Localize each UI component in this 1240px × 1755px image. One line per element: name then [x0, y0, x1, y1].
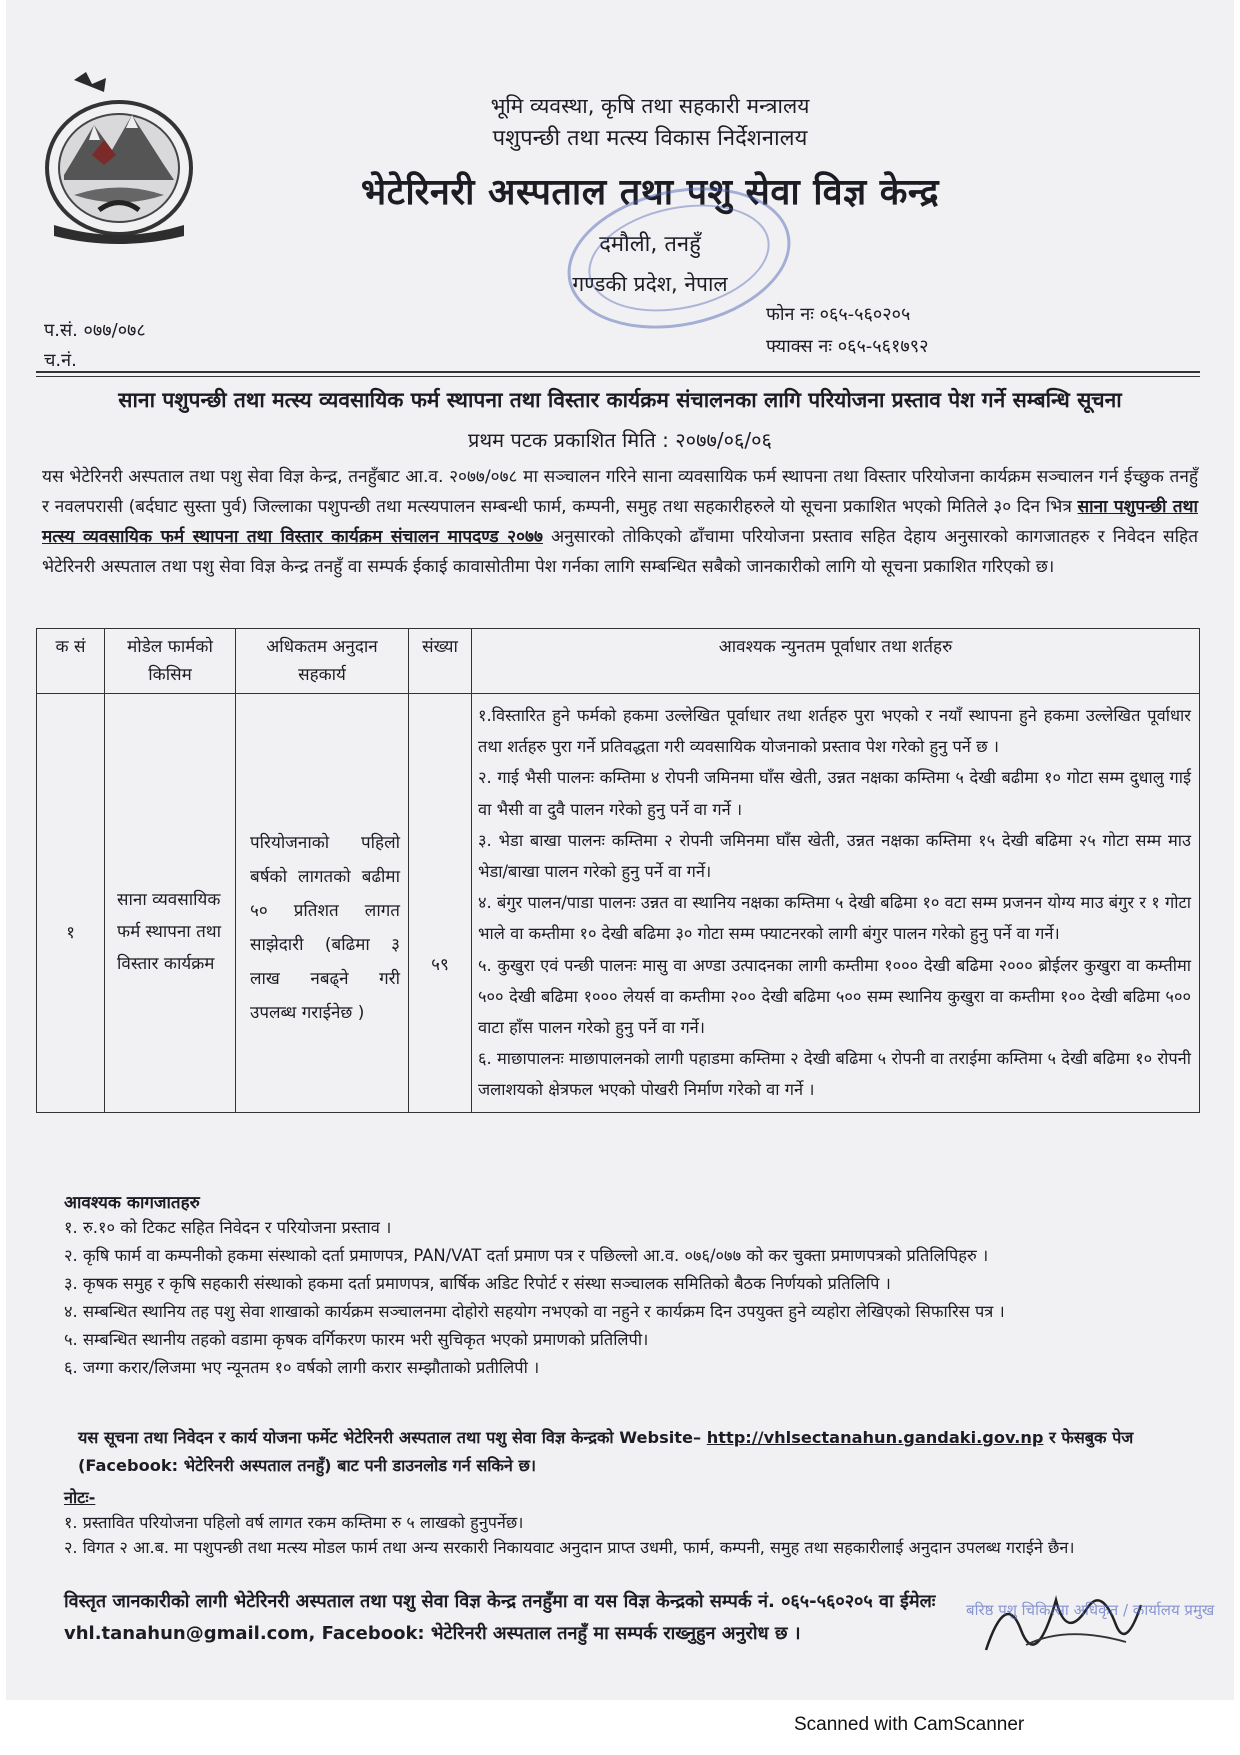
website-link[interactable]: http://vhlsectanahun.gandaki.gov.np	[706, 1428, 1044, 1447]
list-item: ४. सम्बन्धित स्थानिय तह पशु सेवा शाखाको कार्यक्रम सञ्चालनमा दोहोरो सहयोग नभएको वा नहुने र कार्यक्रम दिन उपयुक्त हुने व्यहोरा लेखिएको सिफारिस पत्र ।	[64, 1302, 1005, 1321]
requirements-table	[36, 628, 1200, 1113]
documents-list	[64, 1215, 1186, 1380]
intro-text-before: यस भेटेरिनरी अस्पताल तथा पशु सेवा विज्ञ केन्द्र, तनहुँबाट आ.व. २०७७/०७८ मा सञ्चालन गरिने साना व्यवसायिक फर्म स्थापना तथा विस्तार परियोजना कार्यक्रम सञ्चालन गर्न ईच्छुक तनहुँ र नवलपरासी (बर्दघाट सुस्ता पुर्व) जिल्लाका पशुपन्छी तथा मत्स्यपालन सम्बन्धी फार्म, कम्पनी, समुह तथा सहकारीहरुले यो सूचना प्रकाशित भएको मितिले ३० दिन भित्र	[42, 467, 1198, 517]
header-model-type: मोडेल फार्मको किसिम	[105, 629, 236, 694]
header-serial: क सं	[37, 629, 105, 694]
list-item: २. विगत २ आ.ब. मा पशुपन्छी तथा मत्स्य मोडल फार्म तथा अन्य सरकारी निकायवाट अनुदान प्राप्त उधमी, फार्म, कम्पनी, समुह तथा सहकारीलाई अनुदान उपलब्ध गराईने छैन।	[64, 1538, 1075, 1557]
cell-serial: १	[37, 694, 105, 1113]
header-max-grant: अधिकतम अनुदान सहकार्य	[236, 629, 409, 694]
condition-item: ३. भेडा बाखा पालनः कम्तिमा २ रोपनी जमिनमा घाँस खेती, उन्नत नक्षका कम्तिमा १५ देखी बढिमा २५ गोटा सम्म माउ भेडा/बाखा पालन गरेको हुनु पर्ने वा गर्ने।	[478, 830, 1191, 882]
condition-item: २. गाई भैसी पालनः कम्तिमा ४ रोपनी जमिनमा घाँस खेती, उन्नत नक्षका कम्तिमा ५ देखी बढीमा १० गोटा सम्म दुधालु गाई वा भैसी वा दुवै पालन गरेको हुनु पर्ने वा गर्ने ।	[478, 768, 1191, 819]
reference-number: प.सं. ०७७/०७८	[44, 320, 146, 341]
header-divider	[36, 371, 1200, 373]
standards-reference: साना पशुपन्छी तथा मत्स्य व्यवसायिक फर्म स्थापना तथा विस्तार कार्यक्रम संचालन मापदण्ड २०७७	[42, 497, 1198, 547]
notes-section	[64, 1486, 1186, 1560]
department-name: पशुपन्छी तथा मत्स्य विकास निर्देशनालय	[492, 126, 808, 151]
notice-page	[6, 0, 1234, 1700]
intro-paragraph	[42, 462, 1198, 582]
list-item: ३. कृषक समुह र कृषि सहकारी संस्थाको हकमा दर्ता प्रमाणपत्र, बार्षिक अडिट रिपोर्ट र संस्था सञ्चालक समितिको बैठक निर्णयको प्रतिलिपि ।	[64, 1274, 891, 1293]
cell-count: ५९	[409, 694, 472, 1113]
list-item: ६. जग्गा करार/लिजमा भए न्यूनतम १० वर्षको लागी करार सम्झौताको प्रतीलिपी ।	[64, 1358, 540, 1377]
cell-conditions	[472, 694, 1200, 1113]
table-header-row	[37, 629, 1200, 694]
condition-item: ४. बंगुर पालन/पाडा पालनः उन्नत वा स्थानिय नक्षका कम्तिमा ५ देखी बढिमा १० वटा सम्म प्रजनन योग्य माउ बंगुर र १ गोटा भाले वा कम्तीमा १० देखी बढिमा ३० गोटा सम्म फ्याटनरको लागी बंगुर पालन गरेको हुनु पर्ने वा गर्ने।	[478, 893, 1191, 944]
office-province: गण्डकी प्रदेश, नेपाल	[572, 272, 728, 296]
header-count: संख्या	[409, 629, 472, 694]
notes-title: नोटः-	[64, 1488, 96, 1507]
documents-title: आवश्यक कागजातहरु	[64, 1193, 200, 1213]
published-date: प्रथम पटक प्रकाशित मिति : २०७७/०६/०६	[468, 428, 772, 452]
ministry-name: भूमि व्यवस्था, कृषि तथा सहकारी मन्त्रालय	[490, 94, 810, 118]
download-text-before: यस सूचना तथा निवेदन र कार्य योजना फर्मेट भेटेरिनरी अस्पताल तथा पशु सेवा विज्ञ केन्द्रको Website–	[78, 1428, 707, 1447]
list-item: २. कृषि फार्म वा कम्पनीको हकमा संस्थाको दर्ता प्रमाणपत्र, PAN/VAT दर्ता प्रमाण पत्र र पछिल्लो आ.व. ०७६/०७७ को कर चुक्ता प्रमाणपत्रको प्रतिलिपिहरु ।	[64, 1246, 989, 1265]
download-text-after: र फेसबुक पेज (Facebook: भेटेरिनरी अस्पताल तनहुँ) बाट पनी डाउनलोड गर्न सकिने छ।	[78, 1428, 1134, 1475]
cell-model-type: साना व्यवसायिक फर्म स्थापना तथा विस्तार कार्यक्रम	[105, 694, 236, 1113]
condition-item: ५. कुखुरा एवं पन्छी पालनः मासु वा अण्डा उत्पादनका लागी कम्तीमा १००० देखी बढिमा २००० ब्रोईलर कुखुरा वा कम्तीमा ५०० देखी बढिमा १००० लेयर्स वा कम्तीमा २०० देखी बढिमा ५०० सम्म स्थानिय कुखुरा वा कम्तीमा १०० देखी बढिमा ५०० वाटा हाँस पालन गरेको हुनु पर्ने वा गर्ने।	[478, 955, 1191, 1038]
signature-stamp: बरिष्ठ पशु चिकित्सा अधिकृत / कार्यालय प्रमुख	[966, 1601, 1215, 1619]
table-row	[37, 694, 1200, 1113]
office-location: दमौली, तनहुँ	[599, 232, 701, 257]
list-item: १. रु.१० को टिकट सहित निवेदन र परियोजना प्रस्ताव ।	[64, 1218, 392, 1237]
condition-item: ६. माछापालनः माछापालनको लागी पहाडमा कम्तिमा २ देखी बढिमा ५ रोपनी वा तराईमा कम्तिमा ५ देखी बढिमा १० रोपनी जलाशयको क्षेत्रफल भएको पोखरी निर्माण गरेको वा गर्ने ।	[478, 1049, 1191, 1100]
signature-icon	[966, 1570, 1166, 1670]
condition-item: १.विस्तारित हुने फर्मको हकमा उल्लेखित पूर्वाधार तथा शर्तहरु पुरा भएको र नयाँ स्थापना हुने हकमा उल्लेखित पूर्वाधार तथा शर्तहरु पुरा गर्ने प्रतिवद्धता गरी व्यवसायिक योजनाको प्रस्ताव पेश गरेको हुनु पर्ने छ ।	[478, 706, 1191, 757]
dispatch-number: च.नं.	[44, 350, 77, 371]
list-item: १. प्रस्तावित परियोजना पहिलो वर्ष लागत रकम कम्तिमा रु ५ लाखको हुनुपर्नेछ।	[64, 1513, 524, 1532]
header-conditions: आवश्यक न्युनतम पूर्वाधार तथा शर्तहरु	[472, 629, 1200, 694]
list-item: ५. सम्बन्धित स्थानीय तहको वडामा कृषक वर्गिकरण फारम भरी सुचिकृत भएको प्रमाणको प्रतिलिपी।	[64, 1330, 649, 1349]
required-documents	[64, 1190, 1186, 1383]
intro-text-after: अनुसारको तोकिएको ढाँचामा परियोजना प्रस्ताव सहित देहाय अनुसारको कागजातहरु र निवेदन सहित भेटेरिनरी अस्पताल तथा पशु सेवा विज्ञ केन्द्र तनहुँ वा सम्पर्क ईकाई कावासोतीमा पेश गर्नका लागि सम्बन्धित सबैको जानकारीको लागि यो सूचना प्रकाशित गरिएको छ।	[42, 527, 1198, 577]
notice-title: साना पशुपन्छी तथा मत्स्य व्यवसायिक फर्म स्थापना तथा विस्तार कार्यक्रम संचालनका लागि परियोजना प्रस्ताव पेश गर्ने सम्बन्धि सूचना	[118, 388, 1122, 412]
office-name: भेटेरिनरी अस्पताल तथा पशु सेवा विज्ञ केन्द्र	[360, 172, 940, 213]
cell-max-grant: परियोजनाको पहिलो बर्षको लागतको बढीमा ५० प्रतिशत लागत साझेदारी (बढिमा ३ लाख नबढ्ने गरी उपलब्ध गराईनेछ )	[236, 694, 409, 1113]
download-note	[78, 1424, 1186, 1480]
fax-number: फ्याक्स नः ०६५-५६१७९२	[766, 336, 929, 357]
scanner-watermark: Scanned with CamScanner	[794, 1714, 1025, 1735]
contact-note: विस्तृत जानकारीको लागी भेटेरिनरी अस्पताल तथा पशु सेवा विज्ञ केन्द्र तनहुँमा वा यस विज्ञ केन्द्रको सम्पर्क नं. ०६५-५६०२०५ वा ईमेलः vhl.tanahun@gmail.com, Facebook: भेटेरिनरी अस्पताल तनहुँ मा सम्पर्क राख्नुहुन अनुरोध छ ।	[64, 1591, 936, 1644]
notes-list	[64, 1510, 1186, 1560]
phone-number: फोन नः ०६५-५६०२०५	[766, 304, 911, 325]
header-divider-thin	[36, 376, 1200, 377]
